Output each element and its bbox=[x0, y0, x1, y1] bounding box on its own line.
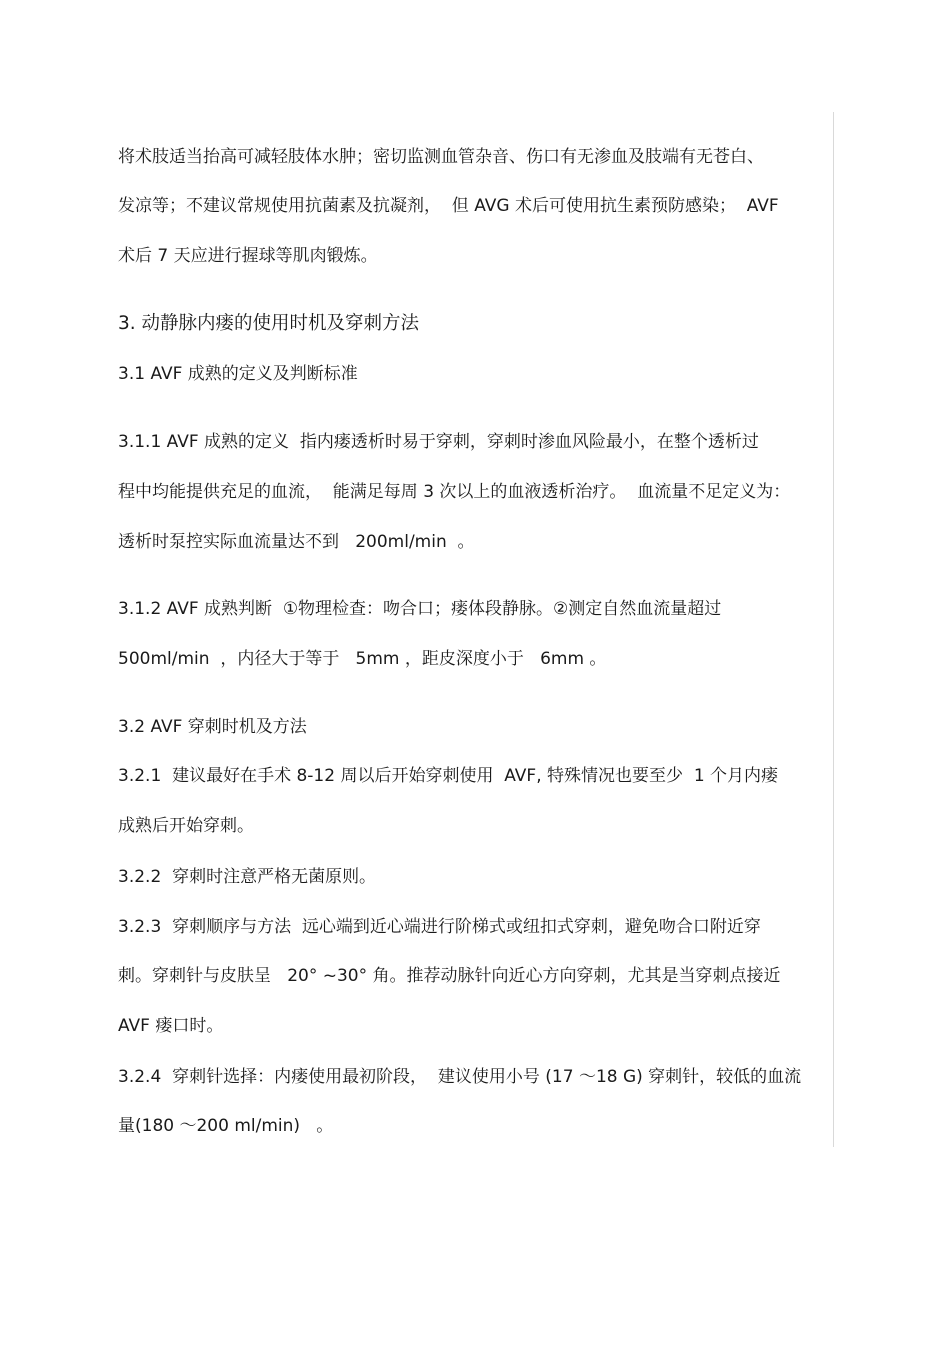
page-edge-divider bbox=[833, 112, 834, 1147]
body-text-line: 3.1.1 AVF 成熟的定义 指内瘘透析时易于穿刺，穿刺时渗血风险最小，在整个透析过 bbox=[118, 432, 759, 452]
body-text-line: 术后 7 天应进行握球等肌肉锻炼。 bbox=[118, 246, 378, 266]
subsection-heading: 3.1 AVF 成熟的定义及判断标准 bbox=[118, 364, 358, 384]
body-text-line: 3.2.2 穿刺时注意严格无菌原则。 bbox=[118, 867, 377, 887]
body-text-line: 将术肢适当抬高可减轻肢体水肿；密切监测血管杂音、伤口有无渗血及肢端有无苍白、 bbox=[118, 147, 764, 167]
subsection-heading: 3.2 AVF 穿刺时机及方法 bbox=[118, 717, 307, 737]
body-text-line: 刺。穿刺针与皮肤呈 20° ~30° 角。推荐动脉针向近心方向穿刺，尤其是当穿刺点接近 bbox=[118, 966, 781, 986]
body-text-line: 发凉等；不建议常规使用抗菌素及抗凝剂， 但 AVG 术后可使用抗生素预防感染； AVF bbox=[118, 196, 779, 216]
body-text-line: 程中均能提供充足的血流， 能满足每周 3 次以上的血液透析治疗。 血流量不足定义为： bbox=[118, 482, 791, 502]
body-text-line: 量(180 ～200 ml/min) 。 bbox=[118, 1116, 334, 1136]
section-heading: 3. 动静脉内瘘的使用时机及穿刺方法 bbox=[118, 313, 420, 334]
body-text-line: AVF 瘘口时。 bbox=[118, 1016, 224, 1036]
body-text-line: 3.2.1 建议最好在手术 8-12 周以后开始穿刺使用 AVF, 特殊情况也要至少 1 个月内瘘 bbox=[118, 766, 779, 786]
body-text-line: 500ml/min ，内径大于等于 5mm ，距皮深度小于 6mm 。 bbox=[118, 649, 607, 669]
body-text-line: 3.1.2 AVF 成熟判断 ①物理检查：吻合口；瘘体段静脉。②测定自然血流量超过 bbox=[118, 599, 722, 619]
body-text-line: 透析时泵控实际血流量达不到 200ml/min 。 bbox=[118, 532, 475, 552]
body-text-line: 3.2.4 穿刺针选择：内瘘使用最初阶段， 建议使用小号 (17 ～18 G) 穿刺针，较低的血流 bbox=[118, 1067, 802, 1087]
body-text-line: 3.2.3 穿刺顺序与方法 远心端到近心端进行阶梯式或纽扣式穿刺，避免吻合口附近穿 bbox=[118, 917, 761, 937]
body-text-line: 成熟后开始穿刺。 bbox=[118, 816, 254, 836]
